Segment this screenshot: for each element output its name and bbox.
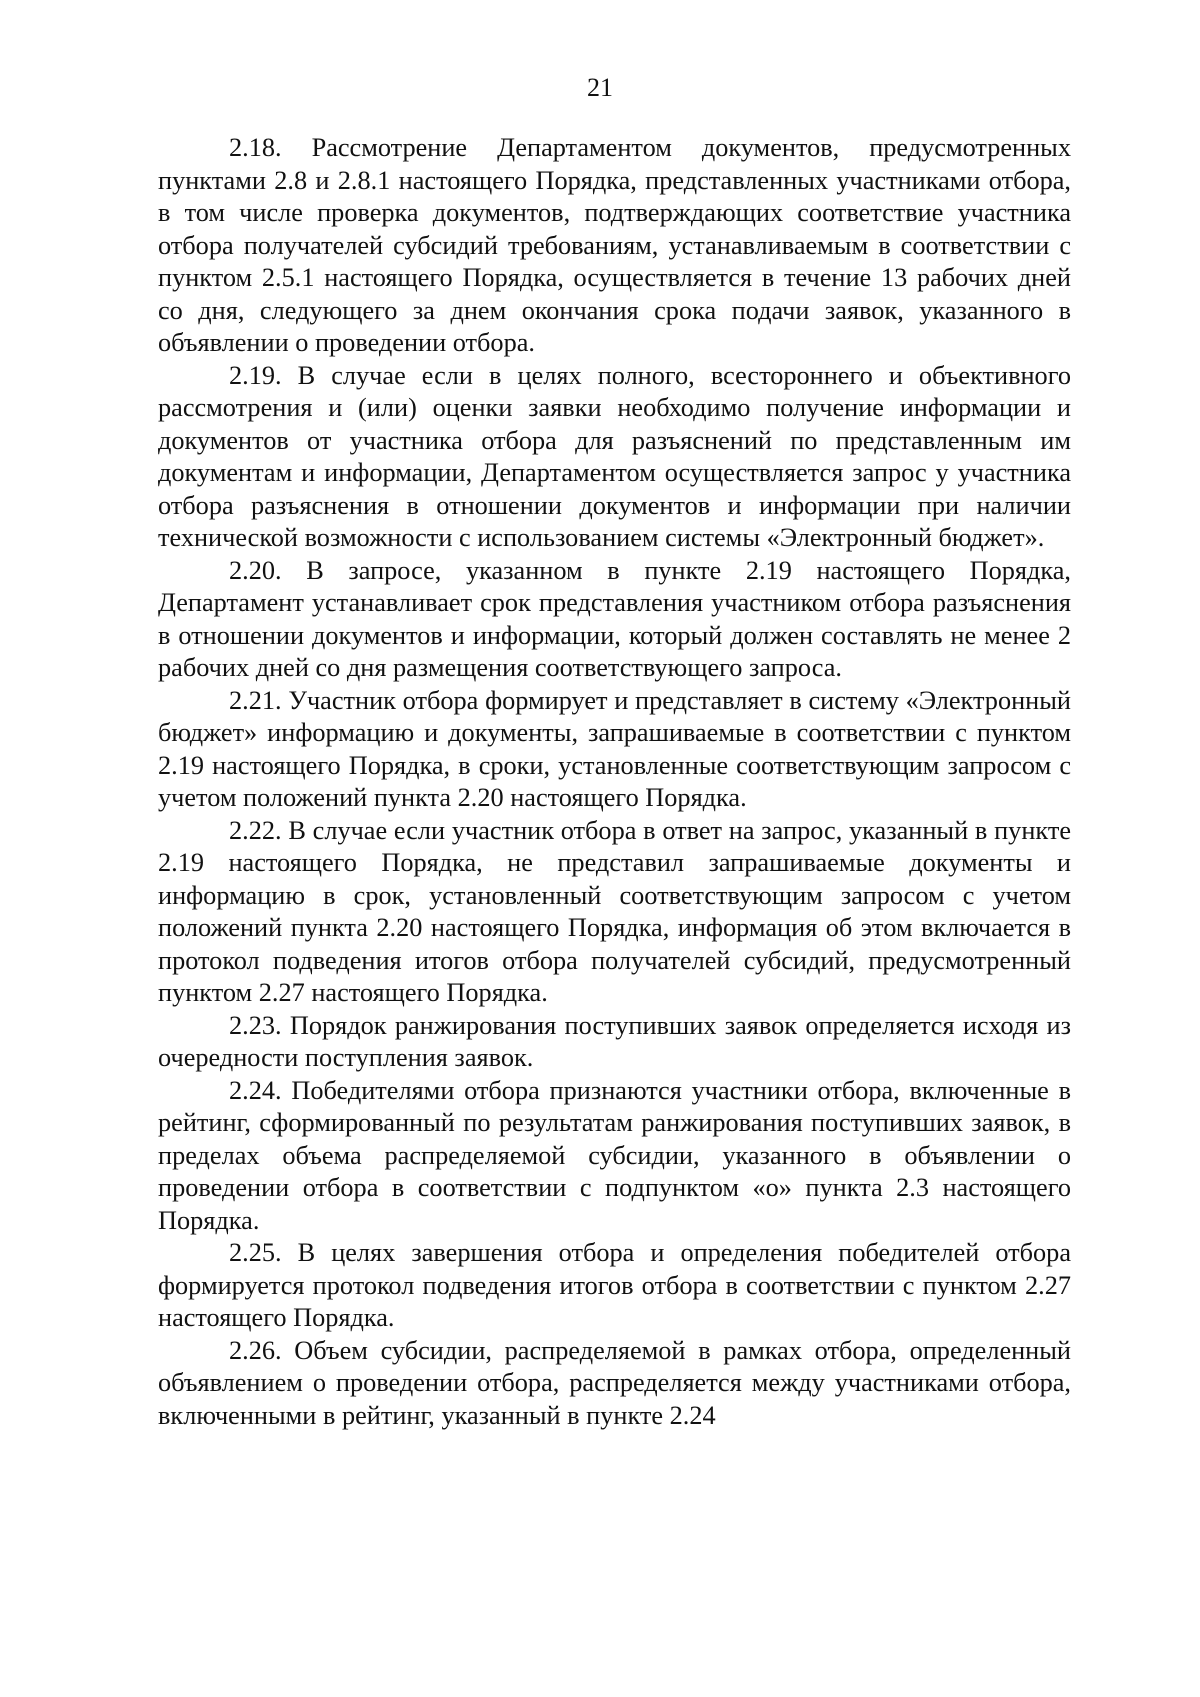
paragraph-2-23: 2.23. Порядок ранжирования поступивших заявок определяется исходя из очередности поступления заявок.	[158, 1010, 1071, 1072]
paragraph-2-26: 2.26. Объем субсидии, распределяемой в рамках отбора, определенный объявлением о проведении отбора, распределяется между участниками отбора, включенными в рейтинг, указанный в пункте 2.24	[158, 1335, 1071, 1430]
paragraph-2-24: 2.24. Победителями отбора признаются участники отбора, включенные в рейтинг, сформированный по результатам ранжирования поступивших заявок, в пределах объема распределяемой субсидии, указанного в объявлении о проведении отбора в соответствии с подпунктом «о» пункта 2.3 настоящего Порядка.	[158, 1075, 1071, 1235]
paragraph-2-18: 2.18. Рассмотрение Департаментом документов, предусмотренных пунктами 2.8 и 2.8.1 настоящего Порядка, представленных участниками отбора, в том числе проверка документов, подтверждающих соответствие участника отбора получателей субсидий требованиям, устанавливаемым в соответствии с пунктом 2.5.1 настоящего Порядка, осуществляется в течение 13 рабочих дней со дня, следующего за днем окончания срока подачи заявок, указанного в объявлении о проведении отбора.	[158, 133, 1071, 357]
page-number: 21	[587, 73, 613, 102]
document-body	[158, 132, 1071, 1432]
paragraph-2-20: 2.20. В запросе, указанном в пункте 2.19 настоящего Порядка, Департамент устанавливает срок представления участником отбора разъяснения в отношении документов и информации, который должен составлять не менее 2 рабочих дней со дня размещения соответствующего запроса.	[158, 555, 1071, 682]
paragraph-2-21: 2.21. Участник отбора формирует и представляет в систему «Электронный бюджет» информацию и документы, запрашиваемые в соответствии с пунктом 2.19 настоящего Порядка, в сроки, установленные соответствующим запросом с учетом положений пункта 2.20 настоящего Порядка.	[158, 685, 1071, 812]
paragraph-2-22: 2.22. В случае если участник отбора в ответ на запрос, указанный в пункте 2.19 настоящего Порядка, не представил запрашиваемые документы и информацию в срок, установленный соответствующим запросом с учетом положений пункта 2.20 настоящего Порядка, информация об этом включается в протокол подведения итогов отбора получателей субсидий, предусмотренный пунктом 2.27 настоящего Порядка.	[158, 815, 1071, 1007]
paragraph-2-25: 2.25. В целях завершения отбора и определения победителей отбора формируется протокол подведения итогов отбора в соответствии с пунктом 2.27 настоящего Порядка.	[158, 1238, 1071, 1332]
paragraph-2-19: 2.19. В случае если в целях полного, всестороннего и объективного рассмотрения и (или) оценки заявки необходимо получение информации и документов от участника отбора для разъяснений по представленным им документам и информации, Департаментом осуществляется запрос у участника отбора разъяснения в отношении документов и информации при наличии технической возможности с использованием системы «Электронный бюджет».	[158, 360, 1071, 552]
